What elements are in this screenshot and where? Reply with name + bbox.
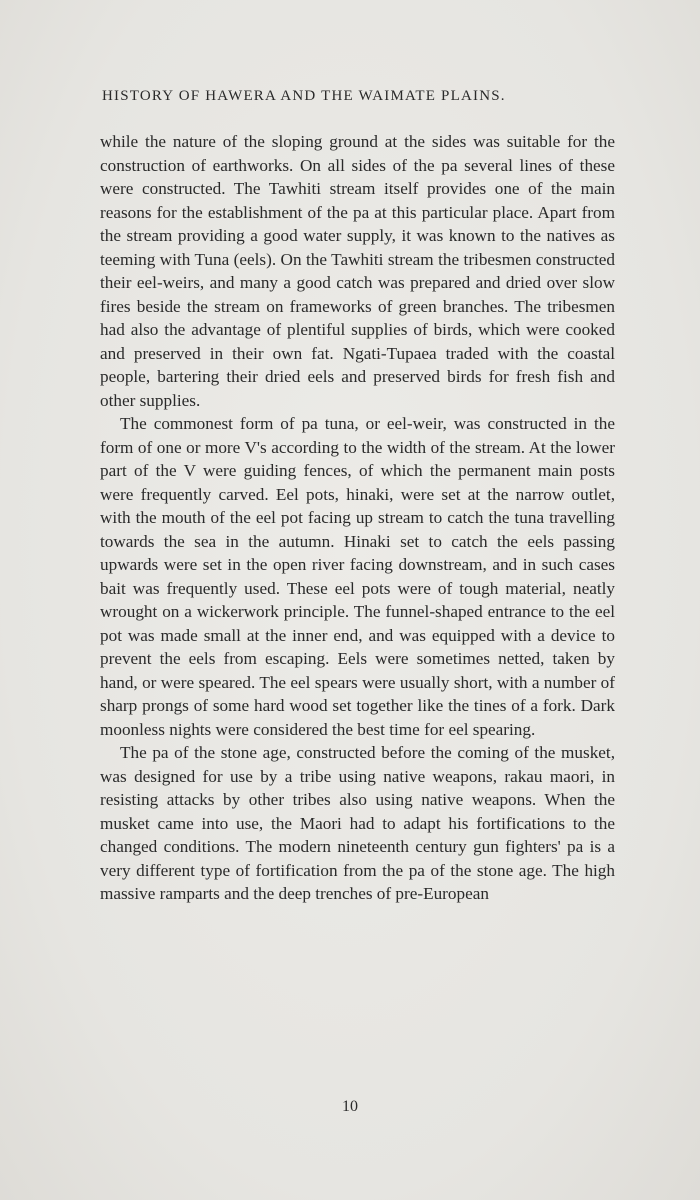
paragraph-2: The commonest form of pa tuna, or eel-weir, was constructed in the form of one or more V's according to the width of the stream. At the lower part of the V were guiding fences, of which the permanent main posts were frequently carved. Eel pots, hinaki, were set at the narrow outlet, with the mouth of the eel pot facing up stream to catch the tuna travelling towards the sea in the autumn. Hinaki set to catch the eels passing upwards were set in the open river facing downstream, and in such cases bait was frequently used. These eel pots were of tough material, neatly wrought on a wickerwork principle. The funnel-shaped entrance to the eel pot was made small at the inner end, and was equipped with a device to prevent the eels from escaping. Eels were sometimes netted, taken by hand, or were speared. The eel spears were usually short, with a number of sharp prongs of some hard wood set together like the tines of a fork. Dark moonless nights were considered the best time for eel spearing. bbox=[100, 414, 615, 739]
paragraph-3: The pa of the stone age, constructed before the coming of the musket, was designed for use by a tribe using native weapons, rakau maori, in resisting attacks by other tribes also using native weapons. When the musket came into use, the Maori had to adapt his fortifications to the changed conditions. The modern nineteenth century gun fighters' pa is a very different type of fortification from the pa of the stone age. The high massive ramparts and the deep trenches of pre-European bbox=[100, 743, 615, 903]
page-number: 10 bbox=[342, 1098, 358, 1115]
body-text bbox=[100, 130, 615, 906]
paragraph-1: while the nature of the sloping ground at the sides was suitable for the construction of earthworks. On all sides of the pa several lines of these were constructed. The Tawhiti stream itself provides one of the main reasons for the establishment of the pa at this particular place. Apart from the stream providing a good water supply, it was known to the natives as teeming with Tuna (eels). On the Tawhiti stream the tribesmen constructed their eel-weirs, and many a good catch was prepared and dried over slow fires beside the stream on frameworks of green branches. The tribesmen had also the advantage of plentiful supplies of birds, which were cooked and preserved in their own fat. Ngati-Tupaea traded with the coastal people, bartering their dried eels and preserved birds for fresh fish and other supplies. bbox=[100, 132, 615, 410]
running-head: HISTORY OF HAWERA AND THE WAIMATE PLAINS. bbox=[102, 88, 506, 104]
